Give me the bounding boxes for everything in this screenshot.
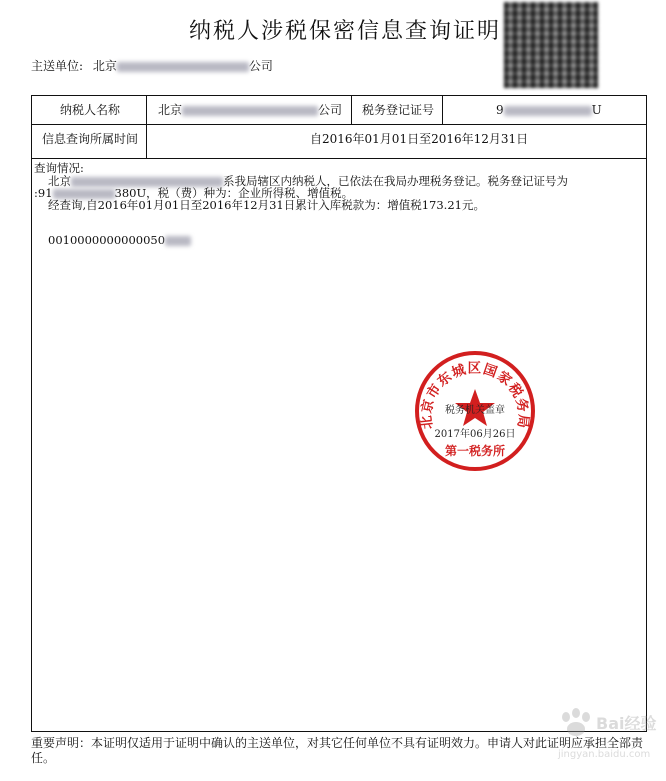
query-line-1-suffix: 系我局辖区内纳税人，已依法在我局办理税务登记。税务登记证号为: [223, 174, 568, 188]
redacted-serial: [165, 236, 191, 246]
recipient-suffix: 公司: [248, 59, 273, 73]
paw-icon: [562, 708, 590, 736]
certificate-table: [31, 95, 647, 732]
baidu-watermark: [552, 705, 664, 767]
seal-center-label: 税务机关盖章: [445, 405, 505, 416]
tax-reg-value: [496, 103, 602, 117]
recipient-line: [31, 57, 273, 74]
taxpayer-name-label: 纳税人名称: [60, 103, 121, 117]
serial-number: [48, 234, 191, 246]
query-line-2-prefix: :91: [34, 186, 53, 200]
col-divider-2: [351, 96, 352, 124]
period-label: 信息查询所属时间: [42, 132, 139, 146]
query-label: 查询情况:: [34, 161, 84, 175]
taxpayer-name-value: [158, 103, 342, 117]
seal-bottom-text: 第一税务所: [444, 444, 506, 458]
query-line-1-prefix: 北京: [48, 174, 71, 188]
seal-date: 2017年06月26日: [434, 429, 516, 440]
watermark-text: Bai经验: [596, 714, 657, 733]
seal-arc-text: 北京市东城区国家税务局: [418, 360, 532, 430]
recipient-prefix: 北京: [92, 59, 117, 73]
official-seal: [413, 349, 537, 473]
tax-reg-prefix: 9: [496, 103, 504, 117]
qr-code: [504, 2, 598, 88]
query-line-3: 经查询,自2016年01月01日至2016年12月31日累计入库税款为：增值税173.21元。: [48, 198, 485, 212]
tax-reg-label: 税务登记证号: [362, 103, 435, 117]
serial-prefix: 0010000000000050: [48, 233, 166, 247]
query-line-2-suffix: ，税（费）种为：企业所得税、增值税。: [146, 186, 354, 200]
redacted-tax-reg: [504, 106, 592, 116]
taxpayer-name-prefix: 北京: [158, 103, 183, 117]
recipient-label: 主送单位:: [31, 59, 84, 73]
query-line-2-mid: 380U: [114, 186, 147, 200]
row-divider-2: [32, 158, 646, 159]
document-title: 纳税人涉税保密信息查询证明: [188, 19, 501, 44]
col-divider-1: [146, 96, 147, 158]
watermark-sub: jingyan.baidu.com: [558, 749, 651, 760]
col-divider-3: [442, 96, 443, 124]
taxpayer-name-suffix: 公司: [318, 103, 343, 117]
redacted-recipient: [117, 62, 249, 72]
tax-reg-suffix: U: [591, 103, 602, 117]
disclaimer: 重要声明：本证明仅适用于证明中确认的主送单位，对其它任何单位不具有证明效力。申请人对此证明应承担全部责任。: [31, 736, 644, 765]
period-value: 自2016年01月01日至2016年12月31日: [310, 132, 529, 146]
redacted-taxpayer-name: [182, 106, 318, 116]
row-divider-1: [32, 124, 646, 125]
